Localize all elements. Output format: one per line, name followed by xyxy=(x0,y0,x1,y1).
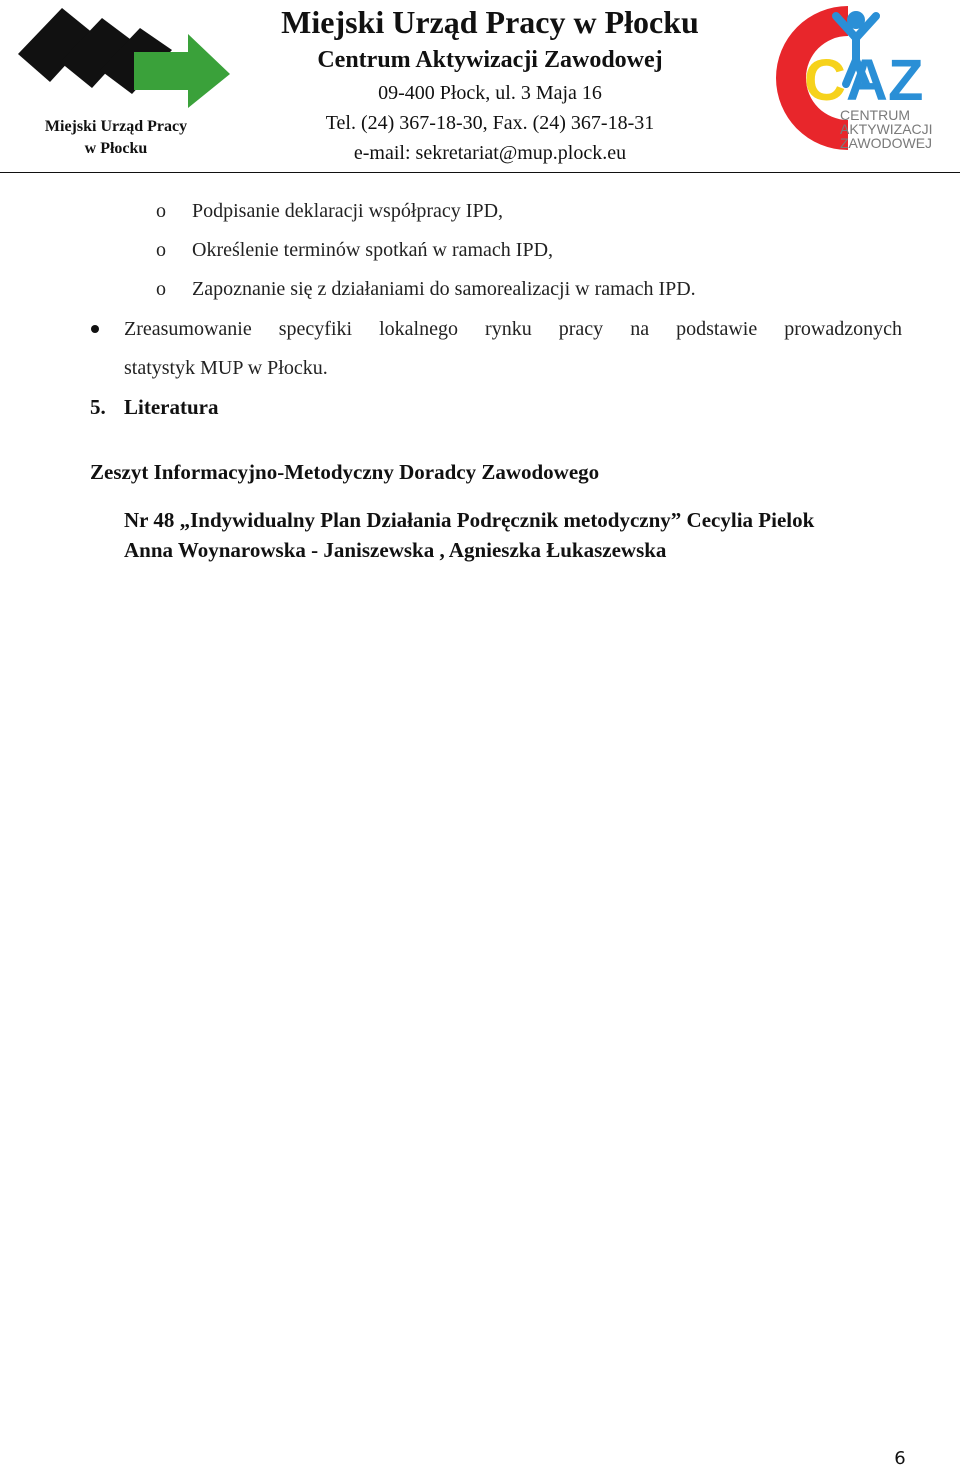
section-title: Literatura xyxy=(124,395,219,419)
svg-text:C: C xyxy=(804,48,846,113)
office-email: e-mail: sekretariat@mup.plock.eu xyxy=(353,142,627,164)
list-marker: o xyxy=(156,239,166,261)
letterhead-text xyxy=(240,2,740,168)
bullet-text-line-2: statystyk MUP w Płocku. xyxy=(124,357,328,379)
mup-logo-icon xyxy=(16,4,232,108)
svg-text:Z: Z xyxy=(888,48,924,113)
section-heading xyxy=(90,388,218,427)
svg-text:A: A xyxy=(846,48,888,113)
caz-logo-icon xyxy=(760,2,936,152)
svg-text:AKTYWIZACJI: AKTYWIZACJI xyxy=(840,121,933,137)
list-item xyxy=(156,270,696,309)
svg-text:ZAWODOWEJ: ZAWODOWEJ xyxy=(840,135,933,151)
page-number: 6 xyxy=(894,1448,906,1469)
bullet-dot-icon xyxy=(91,325,99,333)
office-address: 09-400 Płock, ul. 3 Maja 16 xyxy=(378,82,602,104)
list-marker: o xyxy=(156,278,166,300)
letterhead xyxy=(0,0,960,175)
list-item-text: Zapoznanie się z działaniami do samorealizacji w ramach IPD. xyxy=(192,278,696,300)
list-item xyxy=(156,192,503,231)
list-item-text: Określenie terminów spotkań w ramach IPD, xyxy=(192,239,554,261)
list-item xyxy=(156,231,553,270)
reference-line-1: Nr 48 „Indywidualny Plan Działania Podręcznik metodyczny” Cecylia Pielok xyxy=(124,508,815,532)
office-subtitle: Centrum Aktywizacji Zawodowej xyxy=(317,47,663,73)
header-divider xyxy=(0,172,960,173)
list-item-text: Podpisanie deklaracji współpracy IPD, xyxy=(192,200,504,222)
office-phone: Tel. (24) 367-18-30, Fax. (24) 367-18-31 xyxy=(325,112,655,134)
office-title: Miejski Urząd Pracy w Płocku xyxy=(281,4,699,40)
svg-text:CENTRUM: CENTRUM xyxy=(840,107,910,123)
mup-logo-caption-line-1: Miejski Urząd Pracy xyxy=(44,118,188,135)
mup-logo-caption xyxy=(16,116,216,160)
mup-logo-caption-line-2: w Płocku xyxy=(84,140,148,157)
bullet-text-line-1: Zreasumowanie specyfiki lokalnego rynku pracy na podstawie prowadzonych xyxy=(124,318,902,340)
reference-heading: Zeszyt Informacyjno-Metodyczny Doradcy Zawodowego xyxy=(90,460,600,484)
list-marker: o xyxy=(156,200,166,222)
section-number: 5. xyxy=(90,395,106,419)
reference-line-2: Anna Woynarowska - Janiszewska , Agnieszka Łukaszewska xyxy=(124,538,667,562)
